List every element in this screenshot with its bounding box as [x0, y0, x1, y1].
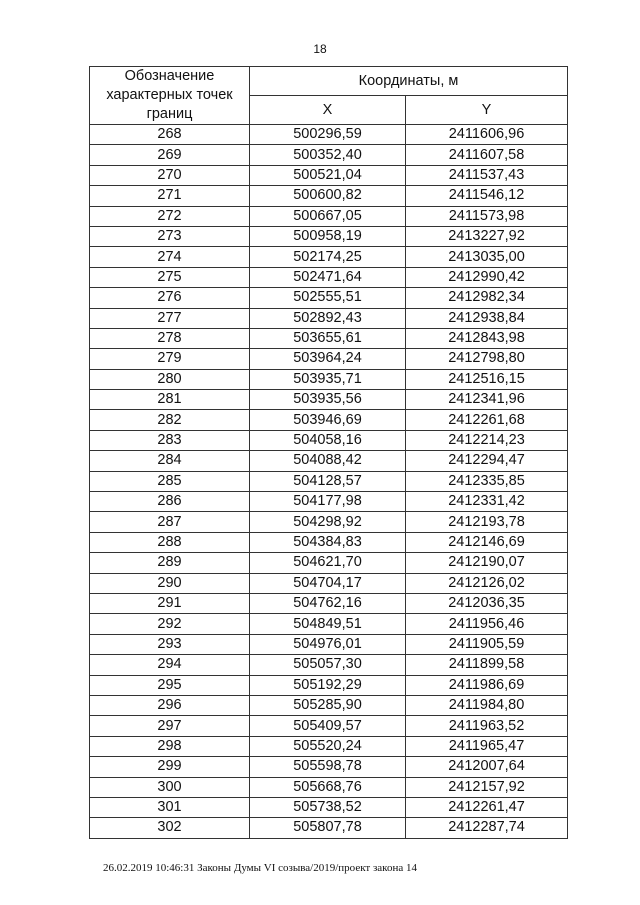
table-row [90, 125, 568, 145]
point-cell: 273 [90, 226, 250, 246]
x-coordinate-cell: 505598,78 [250, 757, 406, 777]
y-coordinate-cell: 2411956,46 [406, 614, 568, 634]
x-coordinate-cell: 502471,64 [250, 267, 406, 287]
x-coordinate-cell: 504128,57 [250, 471, 406, 491]
y-coordinate-cell: 2412990,42 [406, 267, 568, 287]
point-cell: 297 [90, 716, 250, 736]
point-cell: 268 [90, 125, 250, 145]
point-cell: 270 [90, 165, 250, 185]
y-coordinate-cell: 2412146,69 [406, 532, 568, 552]
table-header [90, 67, 568, 125]
x-coordinate-cell: 503935,56 [250, 390, 406, 410]
y-coordinate-cell: 2412982,34 [406, 288, 568, 308]
point-cell: 271 [90, 186, 250, 206]
y-coordinate-cell: 2411984,80 [406, 695, 568, 715]
x-coordinate-cell: 503935,71 [250, 369, 406, 389]
y-coordinate-cell: 2412193,78 [406, 512, 568, 532]
x-coordinate-cell: 500958,19 [250, 226, 406, 246]
x-coordinate-cell: 503946,69 [250, 410, 406, 430]
point-cell: 290 [90, 573, 250, 593]
y-coordinate-cell: 2412036,35 [406, 593, 568, 613]
table-row [90, 573, 568, 593]
table-row [90, 369, 568, 389]
table-row [90, 145, 568, 165]
y-coordinate-cell: 2411899,58 [406, 655, 568, 675]
table-row [90, 532, 568, 552]
point-cell: 292 [90, 614, 250, 634]
y-coordinate-cell: 2412157,92 [406, 777, 568, 797]
point-cell: 279 [90, 349, 250, 369]
x-coordinate-cell: 504704,17 [250, 573, 406, 593]
y-coordinate-cell: 2413227,92 [406, 226, 568, 246]
x-coordinate-cell: 504088,42 [250, 451, 406, 471]
point-cell: 298 [90, 736, 250, 756]
y-coordinate-cell: 2412843,98 [406, 328, 568, 348]
x-coordinate-cell: 505285,90 [250, 695, 406, 715]
document-footer: 26.02.2019 10:46:31 Законы Думы VI созыва/2019/проект закона 14 [103, 862, 417, 874]
x-coordinate-cell: 505738,52 [250, 797, 406, 817]
point-cell: 285 [90, 471, 250, 491]
y-coordinate-cell: 2411573,98 [406, 206, 568, 226]
table-row [90, 634, 568, 654]
point-cell: 299 [90, 757, 250, 777]
point-cell: 284 [90, 451, 250, 471]
x-coordinate-cell: 504298,92 [250, 512, 406, 532]
y-coordinate-cell: 2411537,43 [406, 165, 568, 185]
table-row [90, 451, 568, 471]
table-body [90, 125, 568, 839]
point-cell: 281 [90, 390, 250, 410]
x-coordinate-cell: 504762,16 [250, 593, 406, 613]
table-row [90, 471, 568, 491]
x-coordinate-cell: 504849,51 [250, 614, 406, 634]
table-row [90, 492, 568, 512]
y-coordinate-cell: 2411986,69 [406, 675, 568, 695]
x-coordinate-cell: 500667,05 [250, 206, 406, 226]
table-row [90, 410, 568, 430]
coordinates-table [89, 66, 568, 839]
point-cell: 272 [90, 206, 250, 226]
y-coordinate-cell: 2411606,96 [406, 125, 568, 145]
y-coordinate-cell: 2412214,23 [406, 430, 568, 450]
x-coordinate-cell: 505668,76 [250, 777, 406, 797]
table-row [90, 593, 568, 613]
y-coordinate-cell: 2411905,59 [406, 634, 568, 654]
x-coordinate-cell: 500296,59 [250, 125, 406, 145]
table-row [90, 818, 568, 838]
y-coordinate-cell: 2411965,47 [406, 736, 568, 756]
table-row [90, 655, 568, 675]
point-cell: 288 [90, 532, 250, 552]
x-coordinate-cell: 505409,57 [250, 716, 406, 736]
x-coordinate-cell: 500600,82 [250, 186, 406, 206]
table-row [90, 267, 568, 287]
table-row [90, 553, 568, 573]
point-cell: 296 [90, 695, 250, 715]
y-coordinate-cell: 2412294,47 [406, 451, 568, 471]
x-coordinate-cell: 504384,83 [250, 532, 406, 552]
table-row [90, 716, 568, 736]
x-coordinate-cell: 502174,25 [250, 247, 406, 267]
point-cell: 300 [90, 777, 250, 797]
y-coordinate-cell: 2412261,47 [406, 797, 568, 817]
table-row [90, 288, 568, 308]
point-cell: 278 [90, 328, 250, 348]
x-coordinate-cell: 504976,01 [250, 634, 406, 654]
point-column-header: Обозначение характерных точек границ [90, 67, 250, 125]
y-coordinate-cell: 2412126,02 [406, 573, 568, 593]
x-coordinate-cell: 502892,43 [250, 308, 406, 328]
y-coordinate-cell: 2412007,64 [406, 757, 568, 777]
y-coordinate-cell: 2412190,07 [406, 553, 568, 573]
table-row [90, 186, 568, 206]
y-coordinate-cell: 2411963,52 [406, 716, 568, 736]
point-cell: 294 [90, 655, 250, 675]
table-row [90, 512, 568, 532]
x-coordinate-cell: 505807,78 [250, 818, 406, 838]
point-cell: 274 [90, 247, 250, 267]
y-coordinate-cell: 2412287,74 [406, 818, 568, 838]
y-coordinate-cell: 2412516,15 [406, 369, 568, 389]
point-cell: 275 [90, 267, 250, 287]
point-cell: 302 [90, 818, 250, 838]
point-cell: 277 [90, 308, 250, 328]
table-row [90, 349, 568, 369]
table-row [90, 757, 568, 777]
point-cell: 286 [90, 492, 250, 512]
x-coordinate-cell: 500521,04 [250, 165, 406, 185]
x-coordinate-cell: 504177,98 [250, 492, 406, 512]
point-cell: 280 [90, 369, 250, 389]
table-row [90, 308, 568, 328]
point-cell: 283 [90, 430, 250, 450]
point-cell: 289 [90, 553, 250, 573]
y-column-header: Y [406, 96, 568, 125]
table-row [90, 777, 568, 797]
coordinates-column-header: Координаты, м [250, 67, 568, 96]
point-cell: 282 [90, 410, 250, 430]
table-row [90, 430, 568, 450]
x-coordinate-cell: 505520,24 [250, 736, 406, 756]
point-cell: 291 [90, 593, 250, 613]
point-cell: 293 [90, 634, 250, 654]
table-row [90, 328, 568, 348]
table-row [90, 736, 568, 756]
x-coordinate-cell: 505192,29 [250, 675, 406, 695]
x-coordinate-cell: 503964,24 [250, 349, 406, 369]
point-cell: 269 [90, 145, 250, 165]
x-coordinate-cell: 503655,61 [250, 328, 406, 348]
x-column-header: X [250, 96, 406, 125]
point-cell: 287 [90, 512, 250, 532]
y-coordinate-cell: 2413035,00 [406, 247, 568, 267]
table-row [90, 390, 568, 410]
point-cell: 276 [90, 288, 250, 308]
y-coordinate-cell: 2412335,85 [406, 471, 568, 491]
table-row [90, 614, 568, 634]
x-coordinate-cell: 500352,40 [250, 145, 406, 165]
y-coordinate-cell: 2412938,84 [406, 308, 568, 328]
x-coordinate-cell: 505057,30 [250, 655, 406, 675]
y-coordinate-cell: 2412341,96 [406, 390, 568, 410]
table-row [90, 695, 568, 715]
table-row [90, 165, 568, 185]
y-coordinate-cell: 2412331,42 [406, 492, 568, 512]
table-row [90, 226, 568, 246]
table-row [90, 675, 568, 695]
y-coordinate-cell: 2412261,68 [406, 410, 568, 430]
table-row [90, 247, 568, 267]
point-cell: 301 [90, 797, 250, 817]
x-coordinate-cell: 504621,70 [250, 553, 406, 573]
point-cell: 295 [90, 675, 250, 695]
x-coordinate-cell: 502555,51 [250, 288, 406, 308]
table-row [90, 797, 568, 817]
y-coordinate-cell: 2412798,80 [406, 349, 568, 369]
page-number: 18 [313, 42, 327, 56]
x-coordinate-cell: 504058,16 [250, 430, 406, 450]
y-coordinate-cell: 2411546,12 [406, 186, 568, 206]
table-row [90, 206, 568, 226]
y-coordinate-cell: 2411607,58 [406, 145, 568, 165]
